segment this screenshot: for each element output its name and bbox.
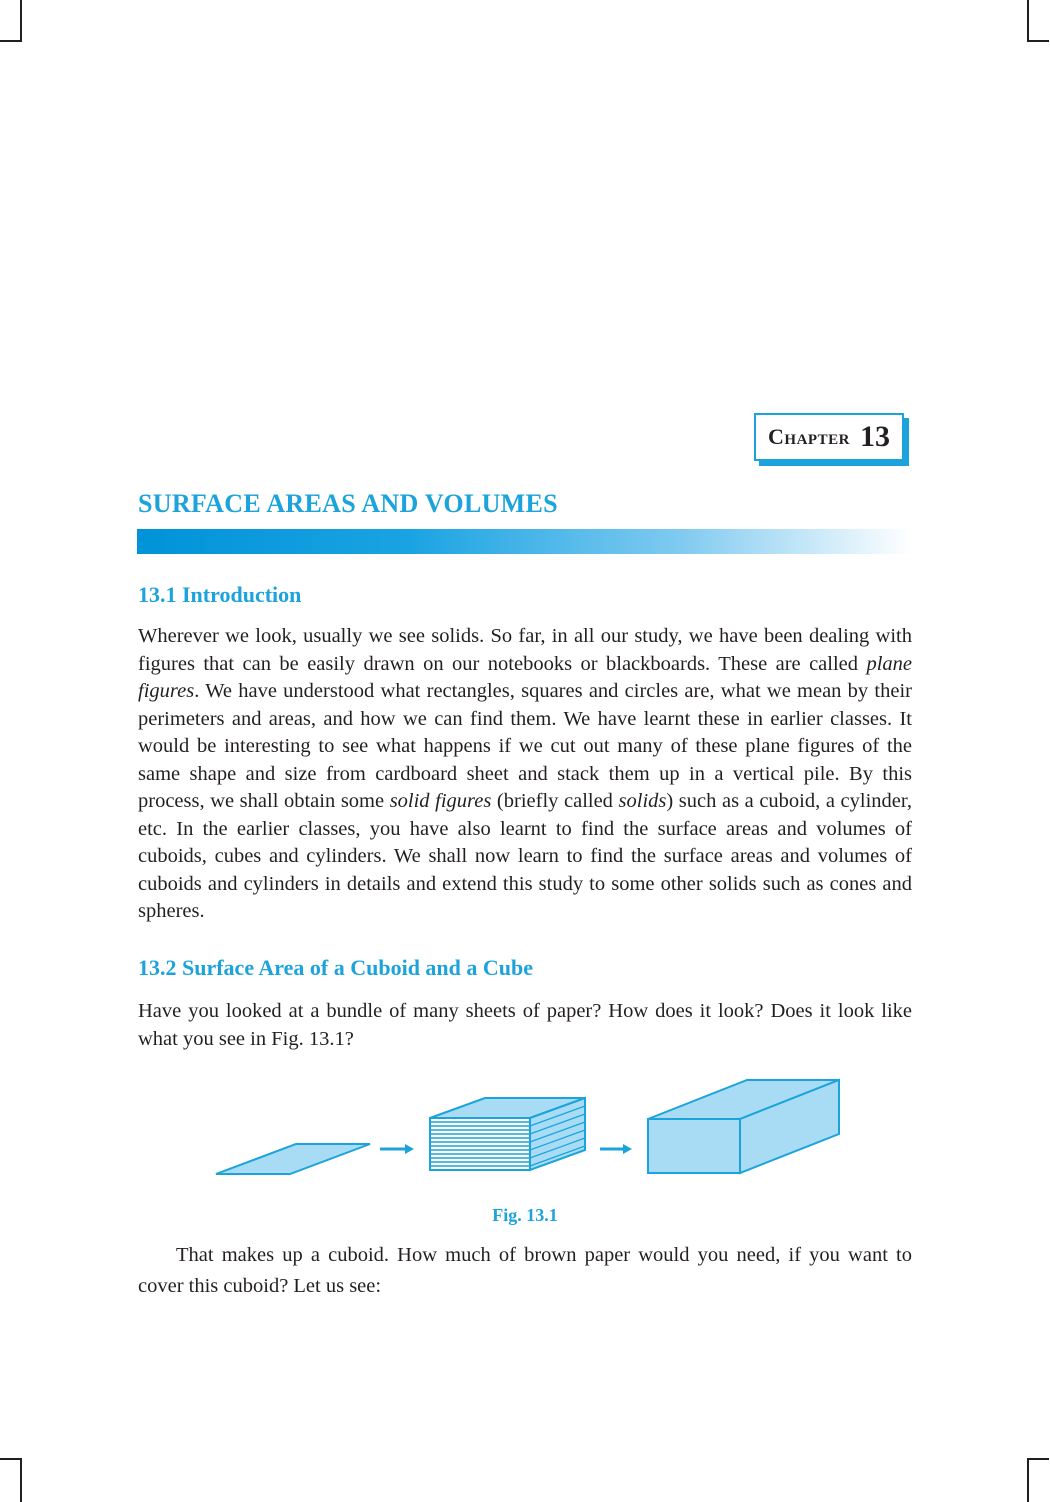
term-solid-figures: solid figures — [389, 790, 492, 812]
sheet-of-paper — [216, 1144, 370, 1174]
chapter-title: SURFACE AREAS AND VOLUMES — [138, 489, 558, 518]
section-13-2-paragraph: Have you looked at a bundle of many sheets of paper? How does it look? Does it look like what you see in Fig. 13.1? — [138, 1000, 912, 1050]
chapter-label-box — [754, 413, 904, 461]
figure-caption: Fig. 13.1 — [492, 1205, 558, 1225]
chapter-number: 13 — [859, 420, 890, 453]
section-heading-surface-area-cuboid-cube: 13.2 Surface Area of a Cuboid and a Cube — [138, 955, 534, 980]
crop-mark-top-left — [0, 0, 22, 42]
arrow-right-icon — [380, 1144, 414, 1154]
cuboid — [648, 1080, 839, 1173]
closing-paragraph: That makes up a cuboid. How much of brown paper would you need, if you want to cover this cuboid? Let us see: — [138, 1244, 912, 1297]
term-solids: solids — [618, 790, 667, 812]
crop-mark-bottom-right — [1027, 1458, 1049, 1502]
term-plane-figures: plane figures — [138, 652, 912, 702]
crop-mark-bottom-left — [0, 1458, 22, 1502]
introduction-paragraph: Wherever we look, usually we see solids. So far, in all our study, we have been dealing with figures that can be easily drawn on our notebooks or blackboards. These are called plane figures. We have understood what rectangles, squares and circles are, what we mean by their perimeters and areas, and how we can find them. We have learnt these in earlier classes. It would be interesting to see what happens if we cut out many of these plane figures of the same shape and size from cardboard sheet and stack them up in a vertical pile. By this process, we shall obtain some solid figures (briefly called solids) such as a cuboid, a cylinder, etc. In the earlier classes, you have also learnt to find the surface areas and volumes of cuboids, cubes and cylinders. We shall now learn to find the surface areas and volumes of cuboids and cylinders in details and extend this study to some other solids such as cones and spheres. — [138, 625, 912, 922]
crop-mark-top-right — [1027, 0, 1049, 42]
chapter-word: Chapter — [768, 424, 850, 449]
section-heading-introduction: 13.1 Introduction — [138, 582, 302, 607]
stack-of-sheets — [430, 1098, 585, 1170]
arrow-right-icon — [600, 1144, 632, 1154]
figure-13-1 — [205, 1070, 855, 1185]
title-gradient-bar — [137, 529, 912, 554]
